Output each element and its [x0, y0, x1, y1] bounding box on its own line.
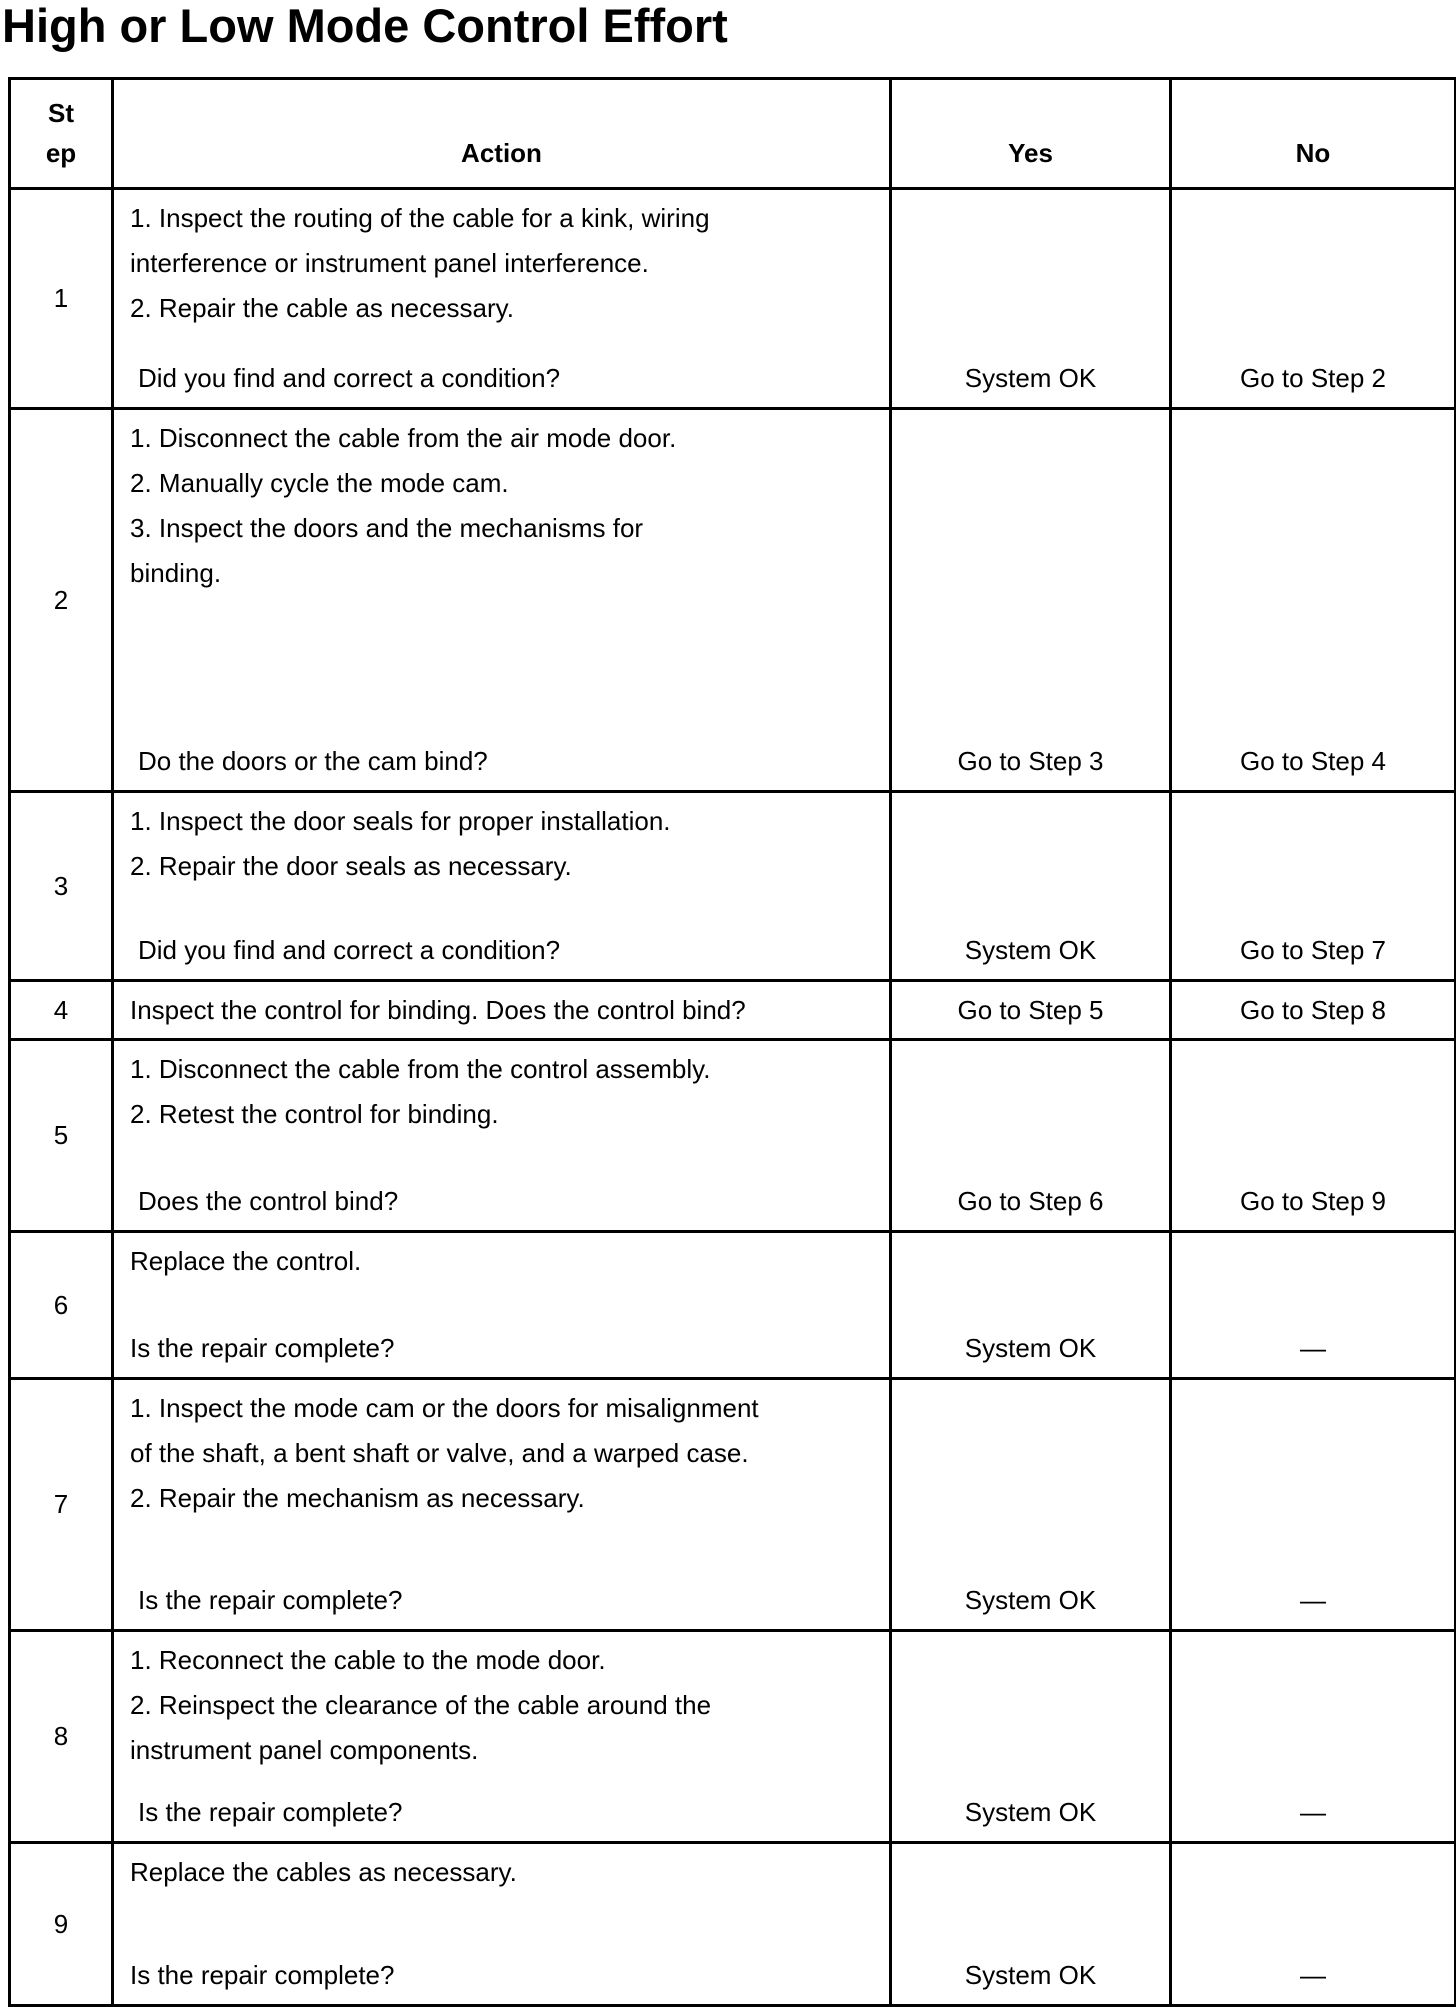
header-step-line-2: ep	[45, 138, 77, 168]
action-lines	[130, 410, 881, 596]
no-result: —	[1171, 1843, 1456, 2006]
action-question: Does the control bind?	[138, 1186, 399, 1216]
action-line: 2. Repair the cable as necessary.	[130, 293, 514, 323]
action-line: 2. Manually cycle the mode cam.	[130, 468, 509, 498]
no-result: —	[1171, 1631, 1456, 1843]
header-step	[10, 79, 113, 189]
page-title: High or Low Mode Control Effort	[2, 0, 728, 52]
action-lines	[130, 190, 881, 331]
yes-result: System OK	[891, 792, 1171, 981]
header-no: No	[1171, 79, 1456, 189]
no-result: Go to Step 7	[1171, 792, 1456, 981]
no-result: Go to Step 4	[1171, 409, 1456, 792]
action-cell	[113, 409, 891, 792]
no-result: Go to Step 2	[1171, 189, 1456, 409]
action-line: 1. Disconnect the cable from the air mode door.	[130, 423, 677, 453]
table-row	[10, 1631, 1456, 1843]
action-line: 2. Retest the control for binding.	[130, 1099, 499, 1129]
action-cell	[113, 981, 891, 1040]
table-row	[10, 981, 1456, 1040]
action-line: 2. Reinspect the clearance of the cable around the	[130, 1690, 712, 1720]
yes-result: Go to Step 6	[891, 1040, 1171, 1232]
action-cell	[113, 1843, 891, 2006]
action-cell	[113, 1631, 891, 1843]
action-line: 3. Inspect the doors and the mechanisms for	[130, 513, 644, 543]
table-row	[10, 409, 1456, 792]
yes-result: System OK	[891, 1843, 1171, 2006]
table-row	[10, 1379, 1456, 1631]
action-line: 1. Inspect the mode cam or the doors for misalignment	[130, 1393, 759, 1423]
action-lines	[130, 1380, 881, 1521]
action-line: Replace the cables as necessary.	[130, 1857, 517, 1887]
action-question: Is the repair complete?	[130, 1333, 395, 1363]
step-number: 1	[10, 189, 113, 409]
action-line: Replace the control.	[130, 1246, 362, 1276]
action-question: Is the repair complete?	[138, 1797, 403, 1827]
yes-result: System OK	[891, 189, 1171, 409]
action-cell	[113, 1379, 891, 1631]
table-body	[10, 189, 1456, 2006]
action-line: instrument panel components.	[130, 1735, 479, 1765]
action-line: of the shaft, a bent shaft or valve, and a warped case.	[130, 1438, 749, 1468]
action-line: 2. Repair the mechanism as necessary.	[130, 1483, 585, 1513]
action-line: 1. Reconnect the cable to the mode door.	[130, 1645, 606, 1675]
action-cell	[113, 792, 891, 981]
action-cell	[113, 1040, 891, 1232]
action-line: 1. Disconnect the cable from the control assembly.	[130, 1054, 711, 1084]
yes-result: System OK	[891, 1631, 1171, 1843]
action-question: Did you find and correct a condition?	[138, 935, 561, 965]
yes-result: System OK	[891, 1379, 1171, 1631]
action-question: Do the doors or the cam bind?	[138, 746, 488, 776]
diagnostic-table	[8, 77, 1456, 2007]
table-row	[10, 792, 1456, 981]
no-result: Go to Step 8	[1171, 981, 1456, 1040]
action-lines	[130, 793, 881, 889]
step-number: 7	[10, 1379, 113, 1631]
action-question: Is the repair complete?	[130, 1960, 395, 1990]
action-question: Did you find and correct a condition?	[138, 363, 561, 393]
yes-result: System OK	[891, 1232, 1171, 1379]
step-number: 6	[10, 1232, 113, 1379]
step-number: 5	[10, 1040, 113, 1232]
step-number: 9	[10, 1843, 113, 2006]
table-row	[10, 1040, 1456, 1232]
step-number: 3	[10, 792, 113, 981]
no-result: —	[1171, 1379, 1456, 1631]
action-line: Inspect the control for binding. Does the control bind?	[130, 994, 746, 1025]
action-line: binding.	[130, 558, 222, 588]
action-lines	[130, 1844, 881, 1895]
action-lines	[130, 1233, 881, 1284]
table-row	[10, 1843, 1456, 2006]
header-yes: Yes	[891, 79, 1171, 189]
action-lines	[130, 988, 881, 1033]
step-number: 8	[10, 1631, 113, 1843]
table-row	[10, 1232, 1456, 1379]
step-number: 4	[10, 981, 113, 1040]
header-step-line-1: St	[48, 98, 74, 128]
action-cell	[113, 1232, 891, 1379]
action-line: 1. Inspect the routing of the cable for a kink, wiring	[130, 203, 710, 233]
action-line: 1. Inspect the door seals for proper installation.	[130, 806, 671, 836]
no-result: Go to Step 9	[1171, 1040, 1456, 1232]
yes-result: Go to Step 5	[891, 981, 1171, 1040]
action-line: interference or instrument panel interference.	[130, 248, 649, 278]
table-row	[10, 189, 1456, 409]
header-row	[10, 79, 1456, 189]
step-number: 2	[10, 409, 113, 792]
action-lines	[130, 1632, 881, 1773]
no-result: —	[1171, 1232, 1456, 1379]
yes-result: Go to Step 3	[891, 409, 1171, 792]
action-question: Is the repair complete?	[138, 1585, 403, 1615]
action-cell	[113, 189, 891, 409]
action-lines	[130, 1041, 881, 1137]
action-line: 2. Repair the door seals as necessary.	[130, 851, 572, 881]
header-action: Action	[113, 79, 891, 189]
